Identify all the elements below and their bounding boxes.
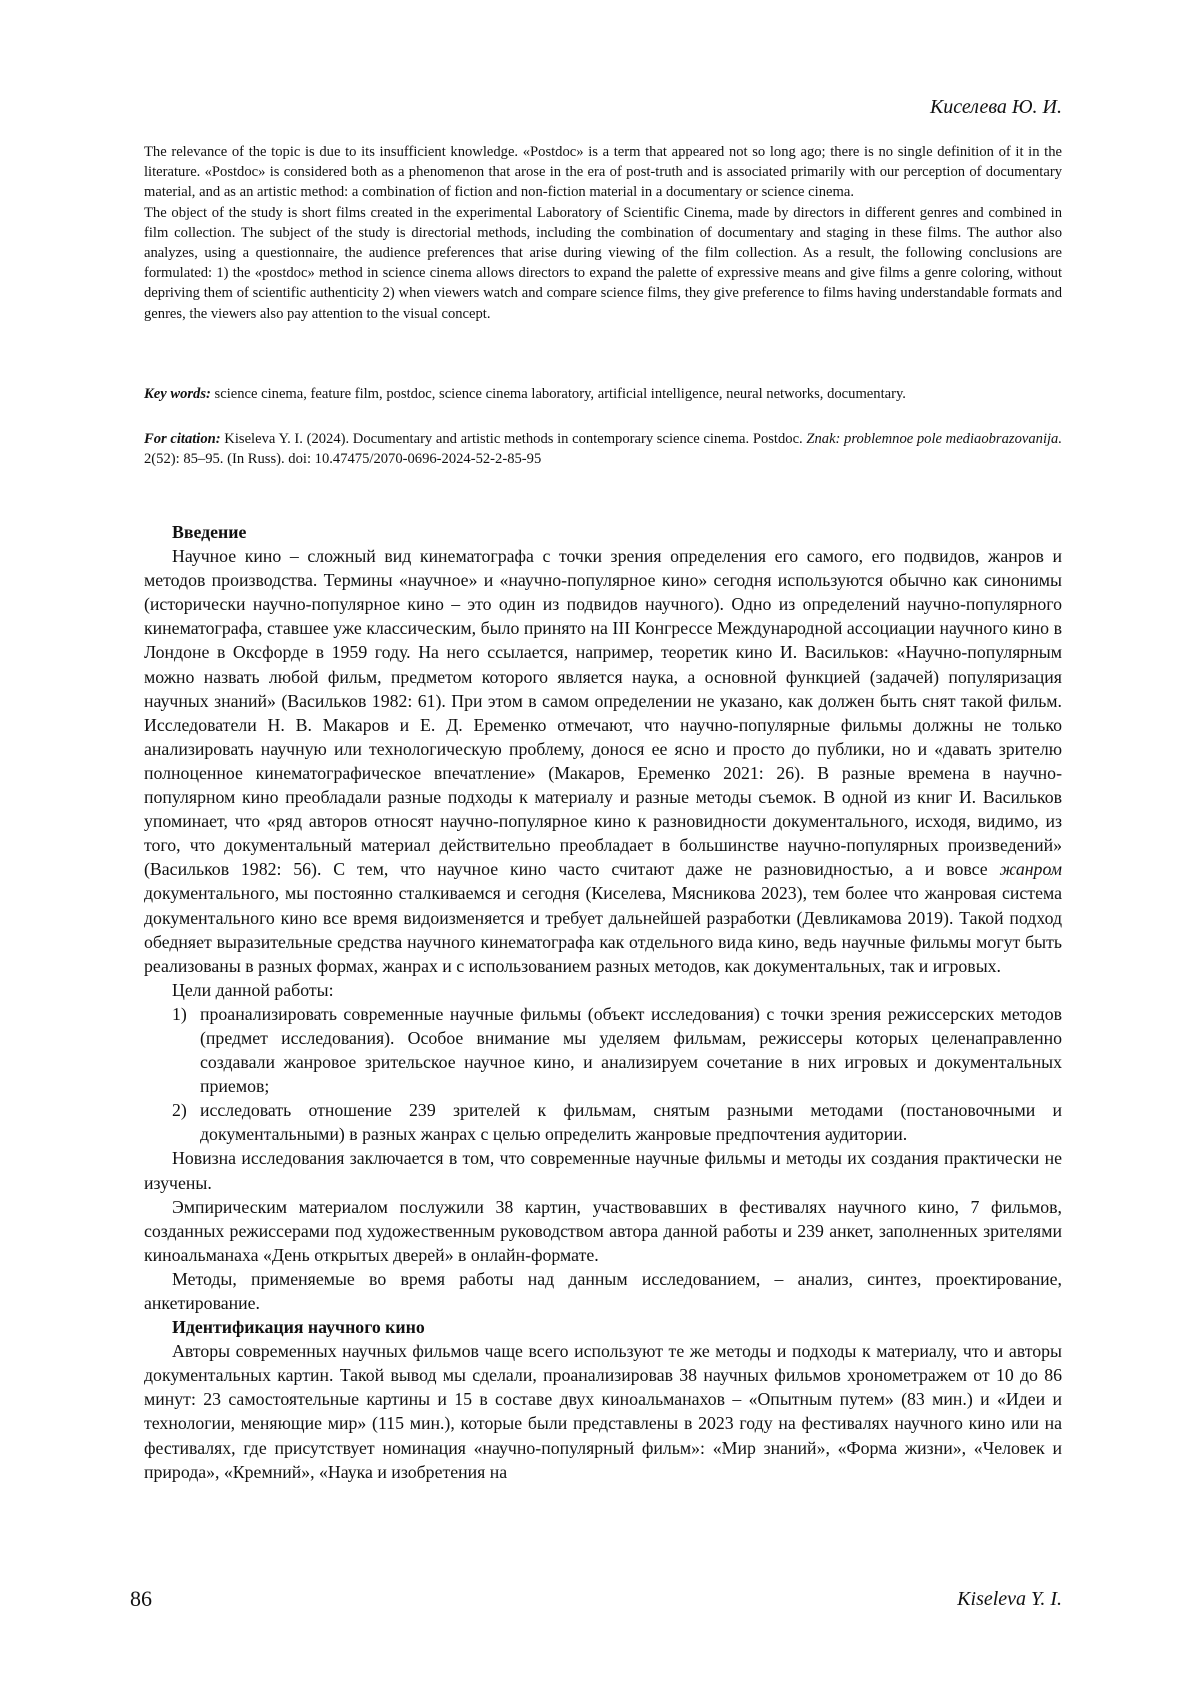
body-paragraph: Эмпирическим материалом послужили 38 картин, участвовавших в фестивалях научного кино, 7 фильмов, созданных режиссерами под художественным руководством автора данной работы и 239 анкет, заполненных зрителями киноальманаха «День открытых дверей» в онлайн-формате. bbox=[144, 1196, 1062, 1265]
citation-journal: Znak: problemnoe pole mediaobrazovanija. bbox=[806, 431, 1063, 447]
keywords bbox=[144, 384, 1062, 404]
running-head-author: Киселева Ю. И. bbox=[929, 96, 1062, 118]
article-body bbox=[144, 520, 1062, 1484]
body-paragraph: Методы, применяемые во время работы над данным исследованием, – анализ, синтез, проектирование, анкетирование. bbox=[144, 1268, 1062, 1313]
body-paragraph: Авторы современных научных фильмов чаще всего используют те же методы и подходы к материалу, что и авторы документальных картин. Такой вывод мы сделали, проанализировав 38 научных фильмов хронометражем от 10 до 86 минут: 23 самостоятельные картины и 15 в составе двух киноальманахов – «Опытным путем» (83 мин.) и «Идеи и технологии, меняющие мир» (115 мин.), которые были представлены в 2023 году на фестивалях научного кино или на фестивалях, где присутствует номинация «научно-популярный фильм»: «Мир знаний», «Форма жизни», «Человек и природа», «Кремний», «Наука и изобретения на bbox=[144, 1341, 1062, 1482]
list-item-text: проанализировать современные научные фильмы (объект исследования) с точки зрения режиссерских методов (предмет исследования). Особое внимание мы уделяем фильмам, режиссеры которых целенаправленно создавали жанровое зрительское научное кино, и анализируем сочетание в них игровых и документальных приемов; bbox=[200, 1003, 1062, 1097]
list-item bbox=[144, 1002, 1062, 1098]
abstract bbox=[144, 142, 1062, 324]
page-number: 86 bbox=[130, 1586, 152, 1611]
list-number: 1) bbox=[172, 1003, 187, 1024]
section-heading-identification: Идентификация научного кино bbox=[172, 1317, 425, 1338]
citation-text-end: 2(52): 85–95. (In Russ). doi: 10.47475/2070-0696-2024-52-2-85-95 bbox=[144, 451, 542, 468]
list-number: 2) bbox=[172, 1100, 187, 1121]
body-paragraph bbox=[144, 544, 1062, 978]
body-text-italic: жанром bbox=[999, 859, 1062, 880]
abstract-paragraph: The object of the study is short films created in the experimental Laboratory of Scientific Cinema, made by directors in different genres and combined in film collection. The subject of the study is directorial methods, including the combination of documentary and staging in these films. The author also analyzes, using a questionnaire, the audience preferences that arise during viewing of the film collection. As a result, the following conclusions are formulated: 1) the «postdoc» method in science cinema allows directors to expand the palette of expressive means and give films a genre coloring, without depriving them of scientific authenticity 2) when viewers watch and compare science films, they give preference to films having understandable formats and genres, the viewers also pay attention to the visual concept. bbox=[144, 204, 1062, 322]
keywords-label: Key words: bbox=[144, 386, 211, 402]
keywords-text: science cinema, feature film, postdoc, science cinema laboratory, artificial intelligence, neural networks, documentary. bbox=[210, 386, 906, 402]
body-text-run: Научное кино – сложный вид кинематографа с точки зрения определения его самого, его подвидов, жанров и методов производства. Термины «научное» и «научно-популярное кино» сегодня используются обычно как синонимы (исторически научно-популярное кино – это один из подвидов научного). Одно из определений научно-популярного кинематографа, ставшее уже классическим, было принято на III Конгрессе Международной ассоциации научного кино в Лондоне в Оксфорде в 1959 году. На него ссылается, например, теоретик кино И. Васильков: «Научно-популярным можно назвать любой фильм, предметом которого является наука, а основной функцией (задачей) популяризация научных знаний» (Васильков 1982: 61). При этом в самом определении не указано, как должен быть снят такой фильм. Исследователи Н. В. Макаров и Е. Д. Еременко отмечают, что научно-популярные фильмы должны не только анализировать научную или технологическую проблему, донося ее ясно и просто до публики, но и «давать зрителю полноценное кинематографическое впечатление» (Макаров, Еременко 2021: 26). В разные времена в научно-популярном кино преобладали разные подходы к материалу и разные методы съемок. В одной из книг И. Васильков упоминает, что «ряд авторов относят научно-популярное кино к разновидности документального, исходя, видимо, из того, что документальный материал действительно преобладает в большинстве научно-популярных произведений» (Васильков 1982: 56). С тем, что научное кино часто считают даже не разновидностью, а и вовсе bbox=[144, 546, 1062, 880]
footer-author: Kiseleva Y. I. bbox=[957, 1588, 1062, 1610]
body-paragraph: Цели данной работы: bbox=[172, 979, 334, 1000]
list-item-text: исследовать отношение 239 зрителей к фильмам, снятым разными методами (постановочными и документальными) в разных жанрах с целью определить жанровые предпочтения аудитории. bbox=[200, 1100, 1062, 1145]
list-item bbox=[144, 1098, 1062, 1146]
citation bbox=[144, 429, 1062, 470]
citation-label: For citation: bbox=[144, 431, 221, 447]
abstract-paragraph: The relevance of the topic is due to its insufficient knowledge. «Postdoc» is a term that appeared not so long ago; there is no single definition of it in the literature. «Postdoc» is considered both as a phenomenon that arose in the era of post-truth and is associated primarily with our perception of documentary material, and as an artistic method: a combination of fiction and non-fiction material in a documentary or science cinema. bbox=[144, 144, 1062, 201]
body-text-run: документального, мы постоянно сталкиваемся и сегодня (Киселева, Мясникова 2023), тем более что жанровая система документального кино все время видоизменяется и требует дальнейшей разработки (Девликамова 2019). Такой подход обедняет выразительные средства научного кинематографа как отдельного вида кино, ведь научные фильмы могут быть реализованы в разных формах, жанрах и с использованием разных методов, как документальных, так и игровых. bbox=[144, 883, 1062, 976]
citation-text: Kiseleva Y. I. (2024). Documentary and artistic methods in contemporary science cinema. Postdoc. bbox=[220, 431, 807, 447]
body-paragraph: Новизна исследования заключается в том, что современные научные фильмы и методы их создания практически не изучены. bbox=[144, 1148, 1062, 1193]
section-heading-introduction: Введение bbox=[172, 522, 247, 542]
